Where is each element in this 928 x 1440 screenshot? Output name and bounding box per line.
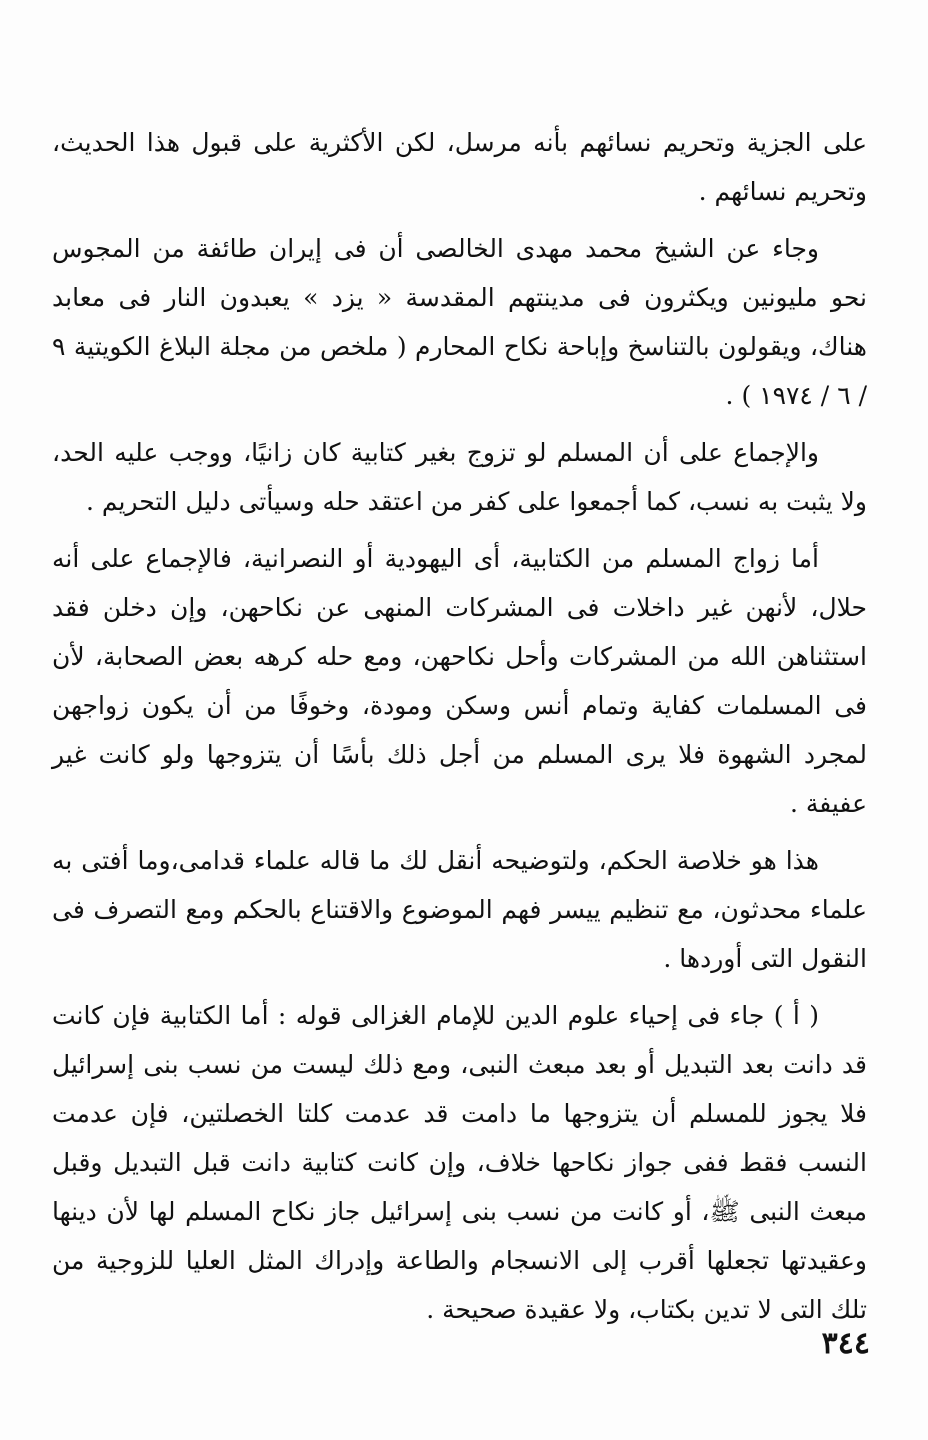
- paragraph-1: على الجزية وتحريم نسائهم بأنه مرسل، لكن الأكثرية على قبول هذا الحديث، وتحريم نسائهم .: [52, 128, 867, 206]
- paragraph-5: هذا هو خلاصة الحكم، ولتوضيحه أنقل لك ما قاله علماء قدامى،وما أفتى به علماء محدثون، مع تنظيم ييسر فهم الموضوع والاقتناع بالحكم ومع التصرف فى النقول التى أوردها .: [52, 846, 867, 973]
- body-text: [52, 118, 867, 1342]
- paragraph-3: والإجماع على أن المسلم لو تزوج بغير كتابية كان زانيًا، ووجب عليه الحد، ولا يثبت به نسب، كما أجمعوا على كفر من اعتقد حله وسيأتى دليل التحريم .: [52, 438, 867, 516]
- paragraph-6: ( أ ) جاء فى إحياء علوم الدين للإمام الغزالى قوله : أما الكتابية فإن كانت قد دانت بعد التبديل أو بعد مبعث النبى، ومع ذلك ليست من نسب بنى إسرائيل فلا يجوز للمسلم أن يتزوجها ما دامت قد عدمت كلتا الخصلتين، فإن عدمت النسب فقط ففى جواز نكاحها خلاف، وإن كانت كتابية دانت قبل التبديل وقبل مبعث النبى ﷺ، أو كانت من نسب بنى إسرائيل جاز نكاح المسلم لها لأن دينها وعقيدتها تجعلها أقرب إلى الانسجام والطاعة وإدراك المثل العليا للزوجية من تلك التى لا تدين بكتاب، ولا عقيدة صحيحة .: [52, 1001, 867, 1324]
- page-number: ٣٤٤: [821, 1326, 870, 1361]
- paragraph-4: أما زواج المسلم من الكتابية، أى اليهودية أو النصرانية، فالإجماع على أنه حلال، لأنهن غير داخلات فى المشركات المنهى عن نكاحهن، وإن دخلن فقد استثناهن الله من المشركات وأحل نكاحهن، ومع حله كرهه بعض الصحابة، لأن فى المسلمات كفاية وتمام أنس وسكن ومودة، وخوفًا من أن يكون زواجهن لمجرد الشهوة فلا يرى المسلم من أجل ذلك بأسًا أن يتزوجها ولو كانت غير عفيفة .: [52, 544, 867, 818]
- paragraph-2: وجاء عن الشيخ محمد مهدى الخالصى أن فى إيران طائفة من المجوس نحو مليونين ويكثرون فى مدينتهم المقدسة « يزد » يعبدون النار فى معابد هناك، ويقولون بالتناسخ وإباحة نكاح المحارم ( ملخص من مجلة البلاغ الكويتية ٩ / ٦ / ١٩٧٤ ) .: [52, 234, 867, 410]
